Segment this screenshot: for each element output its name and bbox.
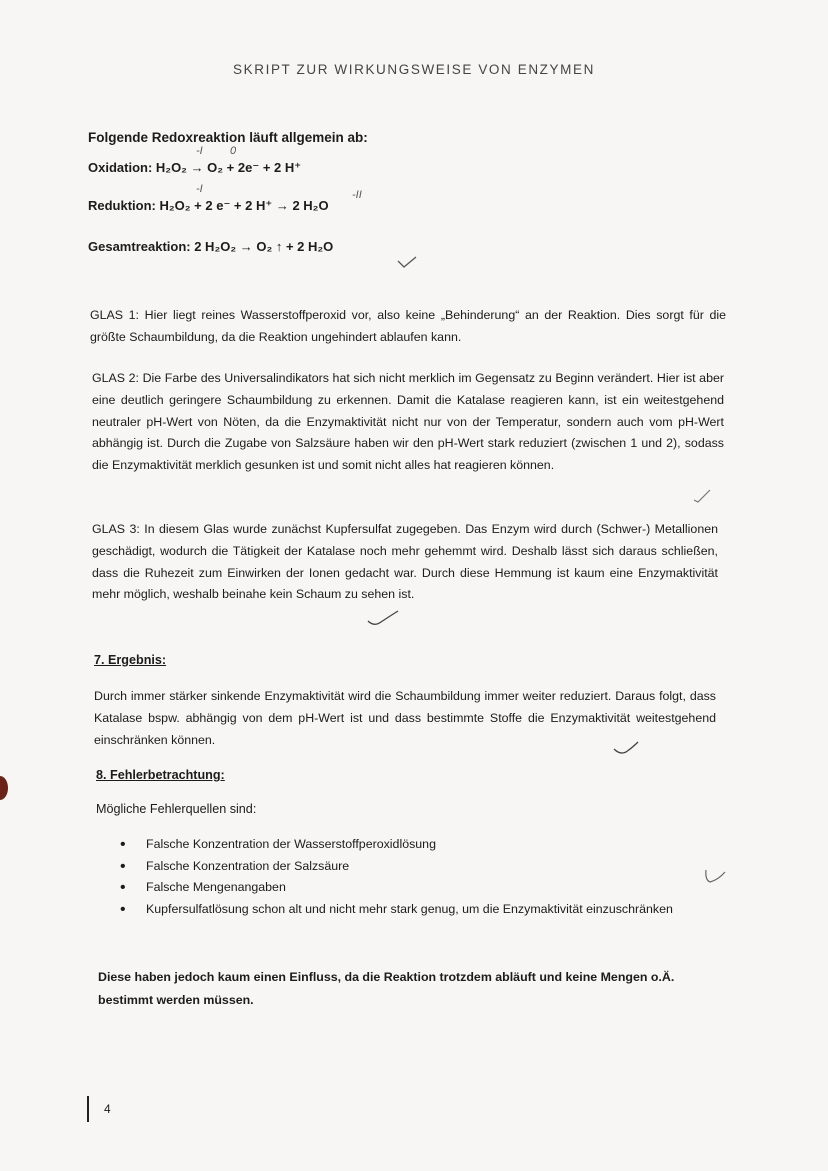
oxidation-equation: [88, 160, 301, 176]
checkmark-icon: [366, 608, 400, 628]
glas3-paragraph: [92, 519, 718, 606]
section7-heading: 7. Ergebnis:: [94, 653, 167, 667]
total-formula: 2 H₂O₂ → O₂ ↑ + 2 H₂O: [194, 239, 334, 254]
checkmark-icon: [396, 254, 418, 270]
glas2-text: Die Farbe des Universalindikators hat sich nicht merklich im Gegensatz zu Beginn verändert. Hier ist aber eine deutlich geringere Schaumbildung zu erkennen. Damit die Katalase reagieren kann, ist ein weitestgehend neutraler pH-Wert von Nöten, da die Enzymaktivität nicht nur von der Temperatur, sondern auch vom pH-Wert abhängig ist. Durch die Zugabe von Salzsäure haben wir den pH-Wert stark reduziert (zwischen 1 und 2), sodass die Enzymaktivität merklich gesunken ist und somit nicht alles hat reagieren können.: [92, 371, 724, 473]
redox-intro: Folgende Redoxreaktion läuft allgemein ab:: [88, 130, 368, 145]
oxidation-label: Oxidation:: [88, 160, 153, 175]
page-margin-bar: [87, 1096, 89, 1122]
reduction-formula: H₂O₂ + 2 e⁻ + 2 H⁺ → 2 H₂O: [159, 198, 329, 213]
list-item: • Kupfersulfatlösung schon alt und nicht mehr stark genug, um die Enzymaktivität einzuschränken: [120, 899, 720, 921]
total-equation: [88, 239, 333, 254]
glas3-lead: GLAS 3:: [92, 522, 140, 536]
checkmark-icon: [612, 738, 640, 758]
glas1-text: Hier liegt reines Wasserstoffperoxid vor, also keine „Behinderung“ an der Reaktion. Dies sorgt für die größte Schaumbildung, da die Reaktion ungehindert ablaufen kann.: [90, 308, 726, 344]
checkmark-icon: [692, 488, 712, 504]
glas1-lead: GLAS 1:: [90, 308, 140, 322]
reduction-label: Reduktion:: [88, 198, 156, 213]
error-source-list: [120, 834, 720, 920]
glas3-text: In diesem Glas wurde zunächst Kupfersulfat zugegeben. Das Enzym wird durch (Schwer-) Metallionen geschädigt, wodurch die Tätigkeit der Katalase noch mehr gehemmt wird. Deshalb lässt sich daraus schließen, dass die Ruhezeit zum Einwirken der Ionen gedacht war. Durch diese Hemmung ist kaum eine Enzymaktivität mehr möglich, weshalb beinahe kein Schaum zu sehen ist.: [92, 522, 718, 602]
glas1-paragraph: [90, 305, 726, 349]
page-header: SKRIPT ZUR WIRKUNGSWEISE VON ENZYMEN: [233, 62, 595, 77]
glas2-paragraph: [92, 368, 724, 477]
oxidation-number-annotation: -I: [196, 145, 203, 157]
oxidation-formula: H₂O₂ → O₂ + 2e⁻ + 2 H⁺: [155, 160, 302, 175]
glas2-lead: GLAS 2:: [92, 371, 139, 385]
margin-mark: [0, 776, 8, 800]
closing-paragraph: Diese haben jedoch kaum einen Einfluss, da die Reaktion trotzdem abläuft und keine Mengen o.Ä. bestimmt werden müssen.: [98, 970, 675, 1007]
checkmark-icon: [702, 866, 728, 888]
list-item: • Falsche Mengenangaben: [120, 877, 720, 899]
oxidation-number-annotation: -I: [196, 183, 203, 195]
page-number: 4: [104, 1102, 111, 1116]
section7-paragraph: Durch immer stärker sinkende Enzymaktivität wird die Schaumbildung immer weiter reduziert. Daraus folgt, dass Katalase bspw. abhängig von dem pH-Wert ist und dass bestimmte Stoffe die Enzymaktivität weitestgehend einschränken können.: [94, 689, 716, 747]
oxidation-number-annotation: 0: [230, 145, 237, 157]
section8-intro: Mögliche Fehlerquellen sind:: [96, 802, 257, 816]
total-label: Gesamtreaktion:: [88, 239, 191, 254]
list-item: • Falsche Konzentration der Wasserstoffperoxidlösung: [120, 834, 720, 856]
reduction-equation: [88, 198, 329, 214]
list-item: • Falsche Konzentration der Salzsäure: [120, 856, 720, 878]
oxidation-number-annotation: -II: [352, 189, 362, 201]
section8-heading: 8. Fehlerbetrachtung:: [96, 768, 225, 782]
